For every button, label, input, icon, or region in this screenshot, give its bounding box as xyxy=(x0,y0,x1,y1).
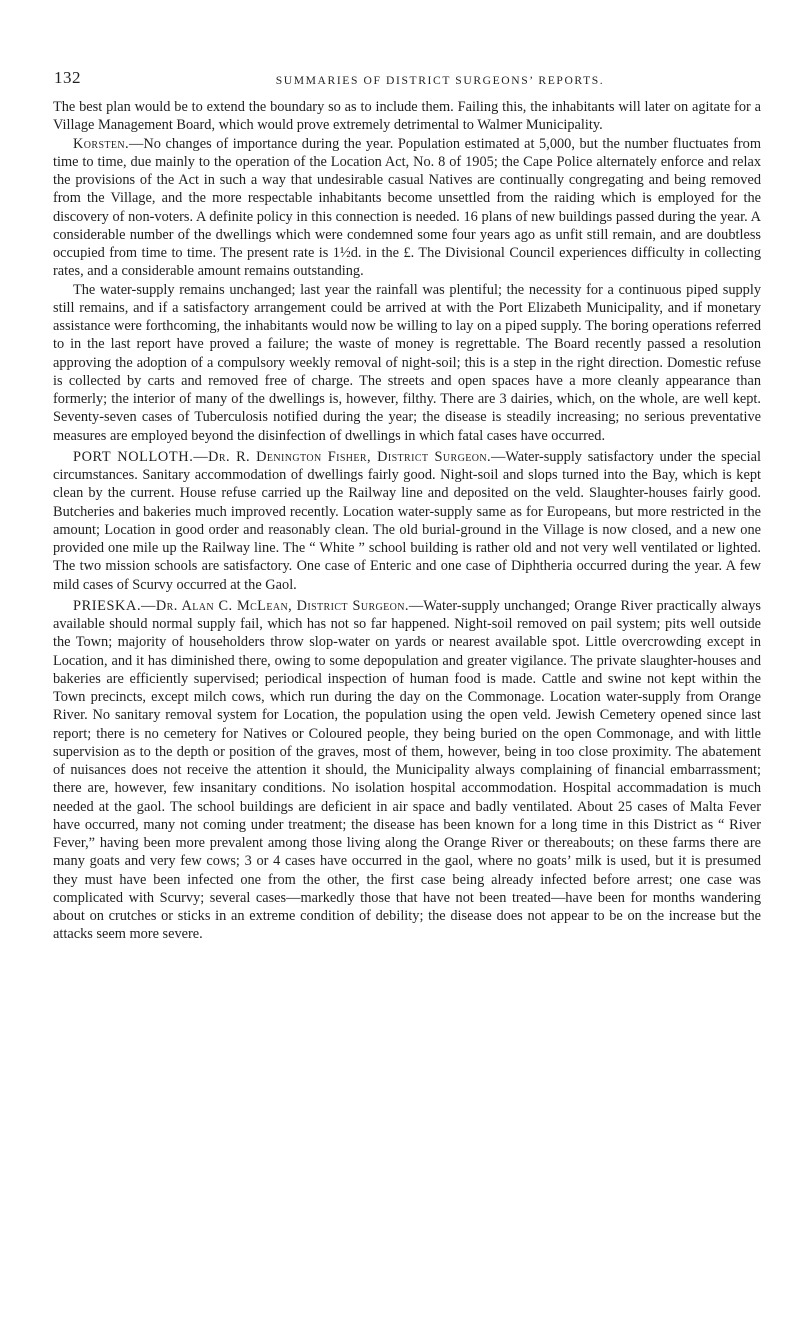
korsten-paragraph-2: The water-supply remains unchanged; last year the rainfall was plentiful; the necessity for a continuous piped supply still remains, and if a satisfactory arrangement could be arrived at with the Port Elizabeth Municipality, and if monetary assistance were forthcoming, the inhabitants would now be willing to lay on a piped supply. The boring operations referred to in the last report have proved a failure; the waste of money is regrettable. The Board recently passed a resolution approving the adoption of a compulsory weekly removal of night-soil; this is a step in the right direction. Domestic refuse is collected by carts and removed free of charge. The streets and open spaces have a more cleanly appearance than formerly; the interior of many of the dwellings is, however, filthy. There are 3 dairies, which, on the whole, are well kept. Seventy-seven cases of Tuberculosis notified during the year; the disease is steadily increasing; no serious preventative measures are employed beyond the disinfection of dwellings in which fatal cases have occurred. xyxy=(53,281,761,444)
port-nolloth-text: —Water-supply satisfactory under the special circumstances. Sanitary accommodation of dwellings fairly good. Night-soil and slops turned into the Bay, which is kept clean by the current. House refuse carried up the Railway line and deposited on the veld. Slaughter-houses fairly good. Butcheries and bakeries much improved recently. Location water-supply same as for Europeans, but more restricted in the amount; Location in good order and reasonably clean. The old burial-ground in the Village is now closed, and a new one provided one mile up the Railway line. The “ White ” school building is rather old and not very well ventilated or lighted. The two mission schools are satisfactory. One case of Enteric and one case of Diphtheria occurred during the year. A few mild cases of Scurvy occurred at the Gaol. xyxy=(53,448,761,593)
prieska-paragraph xyxy=(53,597,761,944)
port-nolloth-paragraph xyxy=(53,448,761,594)
intro-paragraph: The best plan would be to extend the boundary so as to include them. Failing this, the inhabitants will later on agitate for a Village Management Board, which would prove extremely detrimental to Walmer Municipality. xyxy=(53,99,761,134)
prieska-heading: PRIESKA. xyxy=(73,597,142,614)
document-body xyxy=(53,98,761,944)
prieska-text: —Water-supply unchanged; Orange River practically always available should normal supply fail, which has not so far happened. Night-soil removed on pail system; pits well outside the Town; majority of householders throw slop-water on yards or nearest available spot. Little overcrowding except in Location, and it has diminished there, owing to some depopulation and greater vigilance. The private slaughter-houses and bakeries are efficiently supervised; periodical inspection of human food is made. Cattle and swine not kept within the Town precincts, except milch cows, which run during the day on the Commonage. Location water-supply from Orange River. No sanitary removal system for Location, the population using the open veld. Jewish Cemetery opened since last report; there is no cemetery for Natives or Coloured people, they being buried on the open Commonage, and with little supervision as to the depth or position of the graves, most of them, however, being in too close proximity. The abatement of nuisances does not receive the attention it should, the Municipality always complaining of financial embarrassment; there are, however, few insanitary conditions. No isolation hospital accommodation. Hospital accommadation is much needed at the gaol. The school buildings are deficient in air space and badly ventilated. About 25 cases of Malta Fever have occurred, many not coming under treatment; the disease has been known for a long time in this District as “ River Fever,” having been more prevalent among those living along the Orange River or thereabouts; on these farms there are many goats and very few cows; 3 or 4 cases have occurred in the gaol, where no goats’ milk is used, but it is presumed they must have been infected one from the other, the first case being already infected before arrest; one case was complicated with Scurvy; several cases—markedly those that have not been treated—have been for months wandering about on crutches or sticks in an extreme condition of debility; the disease does not appear to be on the increase but the attacks seem more severe. xyxy=(53,597,761,943)
port-nolloth-heading: PORT NOLLOTH. xyxy=(73,448,194,465)
port-nolloth-surgeon: —Dr. R. Denington Fisher, District Surgeon. xyxy=(193,448,491,465)
running-head: SUMMARIES OF DISTRICT SURGEONS’ REPORTS. xyxy=(275,74,605,87)
korsten-heading: Korsten. xyxy=(73,135,130,152)
korsten-text: —No changes of importance during the year. Population estimated at 5,000, but the number fluctuates from time to time, due mainly to the operation of the Location Act, No. 8 of 1905; the Cape Police alternately enforce and relax the provisions of the Act in such a way that undesirable casual Natives are continually congregating and being removed from the Village, and the more respectable inhabitants become unsettled from the raiding which is employed for the discovery of non-voters. A definite policy in this connection is needed. 16 plans of new buildings passed during the year. A considerable number of the dwellings which were condemned some four years ago as unfit still remain, and are doubtless occupied from time to time. The present rate is 1½d. in the £. The Divisional Council experiences difficulty in collecting rates, and a considerable amount remains outstanding. xyxy=(53,135,761,280)
korsten-paragraph xyxy=(53,135,761,281)
prieska-surgeon: —Dr. Alan C. McLean, District Surgeon. xyxy=(141,597,409,614)
page-number: 132 xyxy=(54,68,81,87)
